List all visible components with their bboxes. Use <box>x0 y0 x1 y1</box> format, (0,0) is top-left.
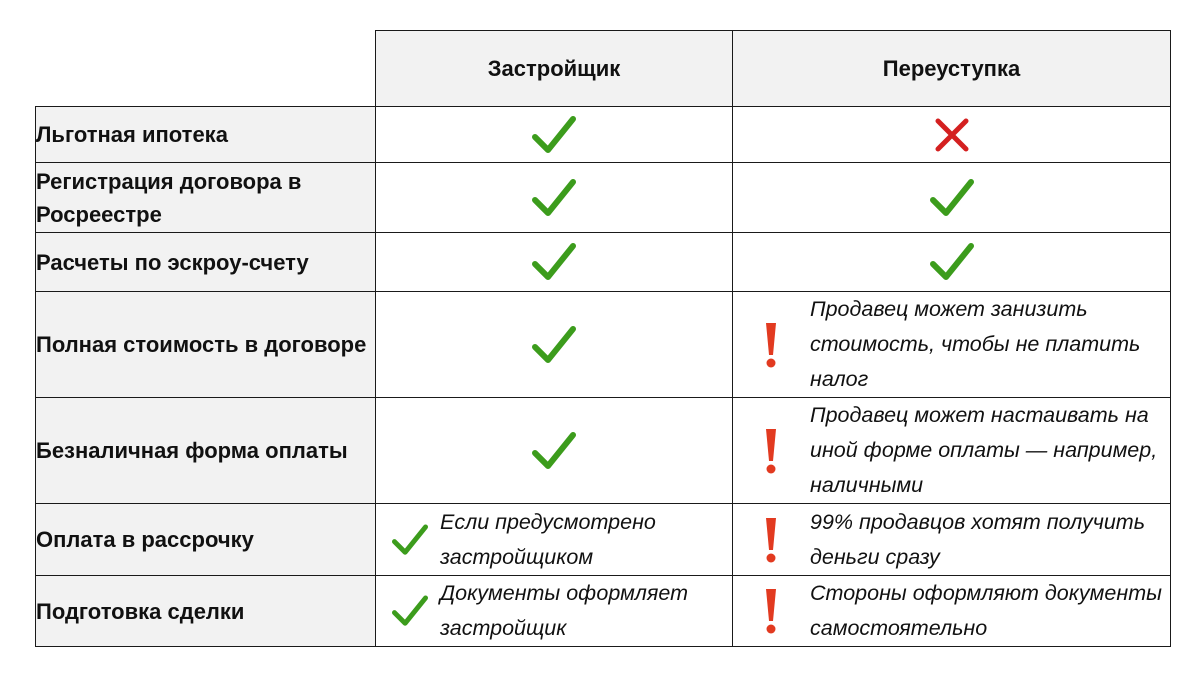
exclamation-icon <box>758 587 784 635</box>
assignment-note: 99% продавцов хотят получить деньги сразу <box>810 509 1146 569</box>
table-row <box>36 163 1171 233</box>
table-row <box>36 576 1171 647</box>
assignment-note: Стороны оформляют документы самостоятельно <box>810 581 1162 640</box>
table-row <box>36 398 1171 504</box>
row-label: Льготная ипотека <box>36 107 376 163</box>
column-header-assignment: Переуступка <box>733 31 1171 107</box>
developer-cell <box>376 576 733 647</box>
check-icon <box>390 594 430 628</box>
row-label: Безналичная форма оплаты <box>36 398 376 504</box>
row-label: Расчеты по эскроу-счету <box>36 233 376 292</box>
assignment-note: Продавец может занизить стоимость, чтобы не платить налог <box>810 297 1141 391</box>
check-icon <box>532 431 576 471</box>
assignment-cell <box>733 107 1171 163</box>
assignment-note: Продавец может настаивать на иной форме оплаты — например, наличными <box>810 403 1158 497</box>
check-icon <box>532 178 576 218</box>
row-label: Оплата в рассрочку <box>36 504 376 576</box>
check-icon <box>532 115 576 155</box>
developer-cell <box>376 292 733 398</box>
exclamation-icon <box>758 321 784 369</box>
corner-cell <box>36 31 376 107</box>
table-row <box>36 292 1171 398</box>
assignment-cell <box>733 398 1171 504</box>
developer-note: Документы оформляет застройщик <box>440 581 689 640</box>
check-icon <box>930 178 974 218</box>
table-row <box>36 107 1171 163</box>
exclamation-icon <box>758 427 784 475</box>
check-icon <box>532 325 576 365</box>
developer-cell <box>376 107 733 163</box>
exclamation-icon <box>758 516 784 564</box>
comparison-table <box>35 30 1171 647</box>
check-icon <box>930 242 974 282</box>
assignment-cell <box>733 292 1171 398</box>
header-row <box>36 31 1171 107</box>
developer-cell <box>376 233 733 292</box>
cross-icon <box>933 116 971 154</box>
check-icon <box>390 523 430 557</box>
developer-cell <box>376 504 733 576</box>
row-label: Полная стоимость в договоре <box>36 292 376 398</box>
row-label: Подготовка сделки <box>36 576 376 647</box>
assignment-cell <box>733 163 1171 233</box>
developer-note: Если предусмотрено застройщиком <box>440 509 656 569</box>
assignment-cell <box>733 504 1171 576</box>
check-icon <box>532 242 576 282</box>
column-header-developer: Застройщик <box>376 31 733 107</box>
developer-cell <box>376 163 733 233</box>
assignment-cell <box>733 233 1171 292</box>
assignment-cell <box>733 576 1171 647</box>
table-row <box>36 504 1171 576</box>
table-row <box>36 233 1171 292</box>
developer-cell <box>376 398 733 504</box>
row-label: Регистрация договора в Росреестре <box>36 163 376 233</box>
